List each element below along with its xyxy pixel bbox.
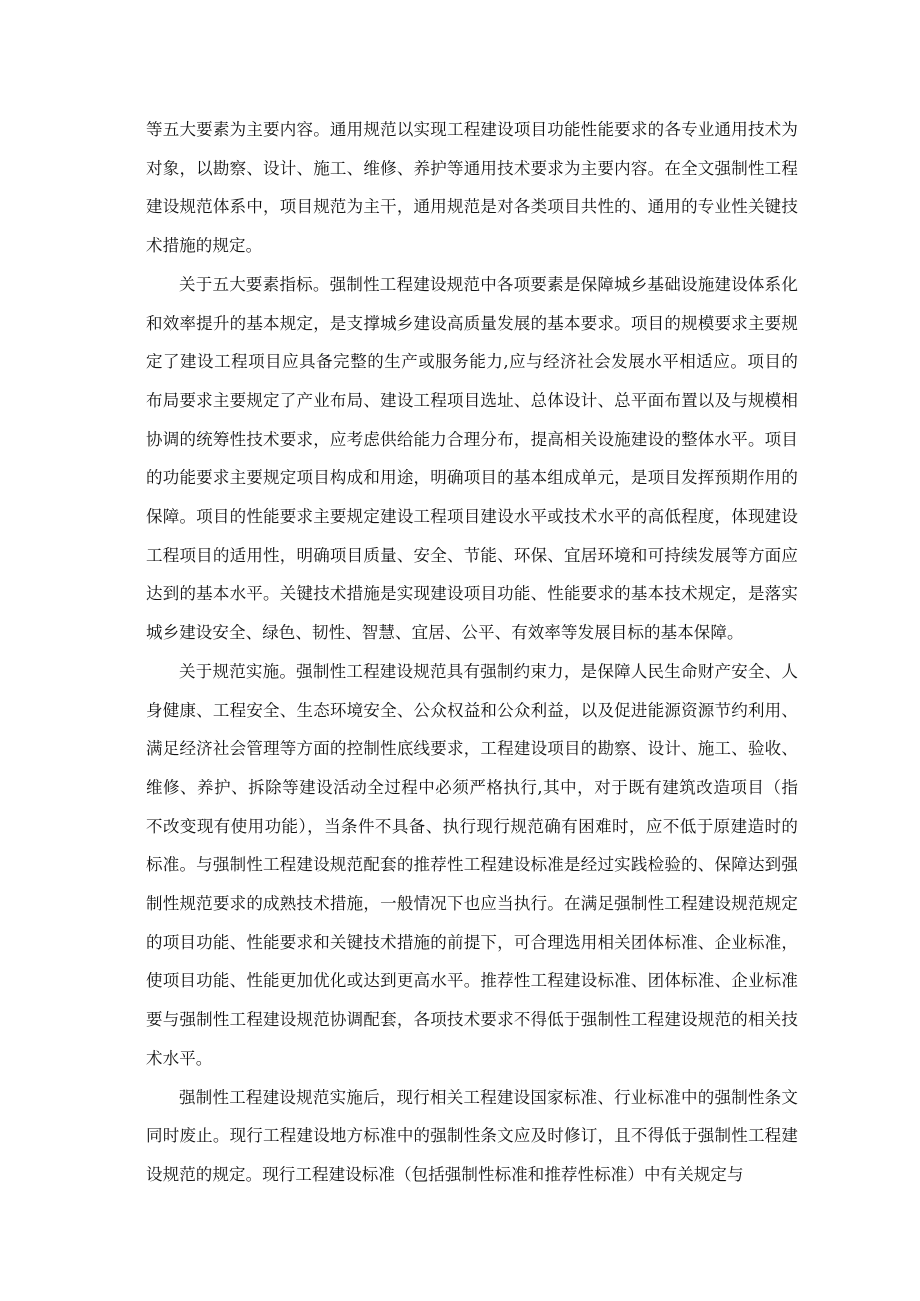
paragraph-implementation: 关于规范实施。强制性工程建设规范具有强制约束力，是保障人民生命财产安全、人身健康、工程安全、生态环境安全、公众权益和公众利益，以及促进能源资源节约利用、满足经济社会管理等方面的控制性底线要求，工程建设项目的勘察、设计、施工、验收、维修、养护、拆除等建设活动全过程中必须严格执行,其中，对于既有建筑改造项目（指不改变现有使用功能），当条件不具备、执行现行规范确有困难时，应不低于原建造时的标准。与强制性工程建设规范配套的推荐性工程建设标准是经过实践检验的、保障达到强制性规范要求的成熟技术措施，一般情况下也应当执行。在满足强制性工程建设规范规定的项目功能、性能要求和关键技术措施的前提下，可合理选用相关团体标准、企业标准，使项目功能、性能更加优化或达到更高水平。推荐性工程建设标准、团体标准、企业标准要与强制性工程建设规范协调配套，各项技术要求不得低于强制性工程建设规范的相关技术水平。 (146, 661, 798, 1068)
document-body (146, 111, 798, 1195)
paragraph-abolition: 强制性工程建设规范实施后，现行相关工程建设国家标准、行业标准中的强制性条文同时废止。现行工程建设地方标准中的强制性条文应及时修订，且不得低于强制性工程建设规范的规定。现行工程建设标准（包括强制性标准和推荐性标准）中有关规定与 (146, 1087, 798, 1184)
paragraph-continuation: 等五大要素为主要内容。通用规范以实现工程建设项目功能性能要求的各专业通用技术为对象，以勘察、设计、施工、维修、养护等通用技术要求为主要内容。在全文强制性工程建设规范体系中，项目规范为主干，通用规范是对各类项目共性的、通用的专业性关键技术措施的规定。 (146, 120, 798, 256)
paragraph-five-elements: 关于五大要素指标。强制性工程建设规范中各项要素是保障城乡基础设施建设体系化和效率提升的基本规定，是支撑城乡建设高质量发展的基本要求。项目的规模要求主要规定了建设工程项目应具备完整的生产或服务能力,应与经济社会发展水平相适应。项目的布局要求主要规定了产业布局、建设工程项目选址、总体设计、总平面布置以及与规模相协调的统筹性技术要求，应考虑供给能力合理分布，提高相关设施建设的整体水平。项目的功能要求主要规定项目构成和用途，明确项目的基本组成单元，是项目发挥预期作用的保障。项目的性能要求主要规定建设工程项目建设水平或技术水平的高低程度，体现建设工程项目的适用性，明确项目质量、安全、节能、环保、宜居环境和可持续发展等方面应达到的基本水平。关键技术措施是实现建设项目功能、性能要求的基本技术规定，是落实城乡建设安全、绿色、韧性、智慧、宜居、公平、有效率等发展目标的基本保障。 (146, 274, 798, 643)
